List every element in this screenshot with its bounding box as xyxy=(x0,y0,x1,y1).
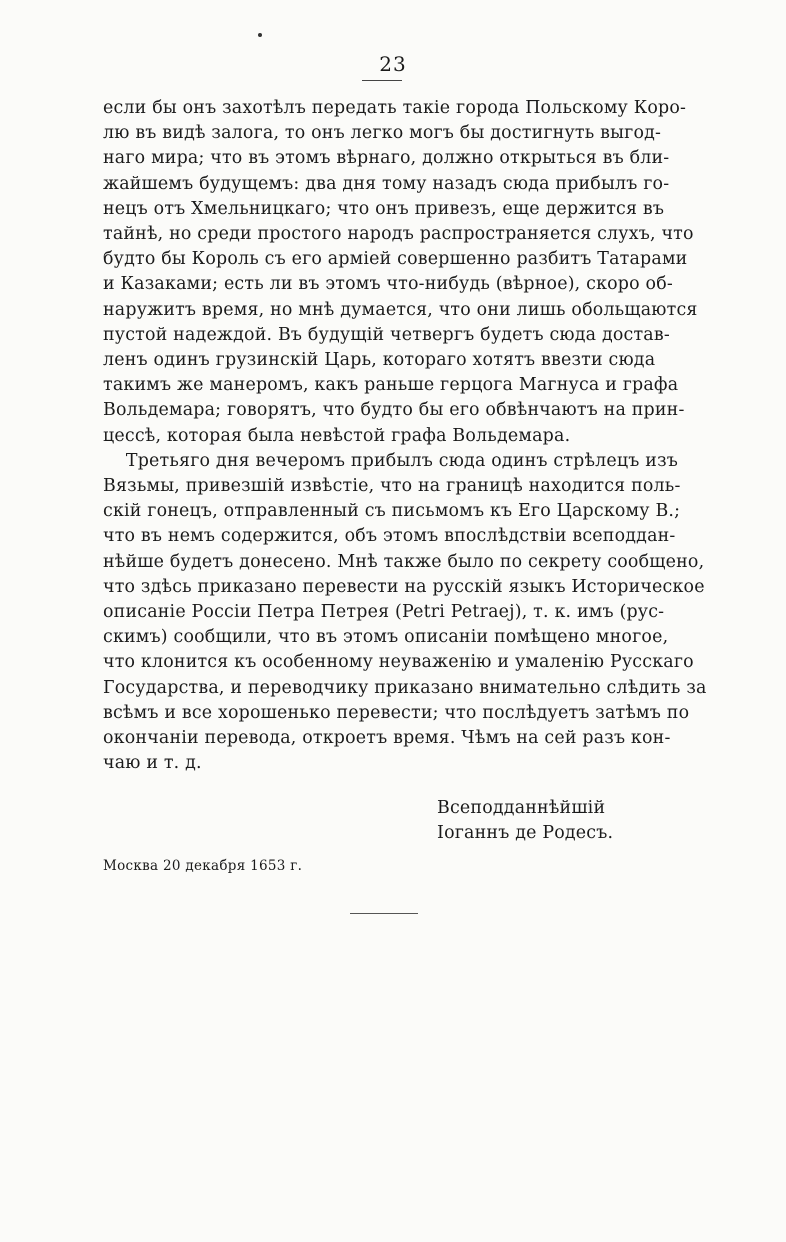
text-line: Третьяго дня вечеромъ прибылъ сюда одинъ стрѣлецъ изъ xyxy=(103,450,679,471)
text-line: жайшемъ будущемъ: два дня тому назадъ сюда прибылъ го- xyxy=(103,173,670,194)
text-line: Вольдемара; говорятъ, что будто бы его обвѣнчаютъ на прин- xyxy=(103,400,685,421)
text-line: ленъ одинъ грузинскій Царь, котораго хотятъ ввезти сюда xyxy=(103,350,656,371)
text-line: Государства, и переводчику приказано внимательно слѣдить за xyxy=(103,677,707,698)
text-line: всѣмъ и все хорошенько перевести; что послѣдуетъ затѣмъ по xyxy=(103,702,690,723)
page-number-underline xyxy=(362,80,402,81)
signature-name: Іоганнъ де Родесъ. xyxy=(437,823,614,843)
text-line: нецъ отъ Хмельницкаго; что онъ привезъ, еще держится въ xyxy=(103,198,665,219)
text-line: если бы онъ захотѣлъ передать такіе города Польскому Коро- xyxy=(103,98,687,118)
text-line: будто бы Король съ его арміей совершенно разбитъ Татарами xyxy=(103,249,688,270)
text-line: наго мира; что въ этомъ вѣрнаго, должно открыться въ бли- xyxy=(103,148,670,169)
text-line: и Казаками; есть ли въ этомъ что-нибудь (вѣрное), скоро об- xyxy=(103,274,673,295)
text-line: окончаніи перевода, откроетъ время. Чѣмъ на сей разъ кон- xyxy=(103,728,671,749)
signature-salutation: Всеподданнѣйшій xyxy=(437,798,606,818)
text-line: что въ немъ содержится, объ этомъ впослѣдствіи всеподдан- xyxy=(103,526,676,547)
text-line: пустой надеждой. Въ будущій четвергъ будетъ сюда достав- xyxy=(103,324,670,345)
letter-body xyxy=(103,96,707,776)
text-line: тайнѣ, но среди простого народъ распространяется слухъ, что xyxy=(103,224,694,245)
text-line: нѣйше будетъ донесено. Мнѣ также было по секрету сообщено, xyxy=(103,551,705,572)
page-number: 23 xyxy=(379,52,407,76)
text-line: такимъ же манеромъ, какъ раньше герцога Магнуса и графа xyxy=(103,375,679,396)
closing-rule xyxy=(350,913,418,914)
text-line: чаю и т. д. xyxy=(103,753,202,774)
text-line: что здѣсь приказано перевести на русскій языкъ Историческое xyxy=(103,576,705,597)
text-line: скимъ) сообщили, что въ этомъ описаніи помѣщено многое, xyxy=(103,627,669,648)
text-line: что клонится къ особенному неуваженію и умаленію Русскаго xyxy=(103,652,694,673)
print-speck xyxy=(258,33,262,37)
text-line: лю въ видѣ залога, то онъ легко могъ бы достигнуть выгод- xyxy=(103,123,662,144)
text-line: Вязьмы, привезшій извѣстіе, что на границѣ находится поль- xyxy=(103,476,681,497)
text-line: описаніе Россіи Петра Петрея (Petri Petraej), т. к. имъ (рус- xyxy=(103,602,665,623)
text-line: наружитъ время, но мнѣ думается, что они лишь обольщаются xyxy=(103,299,698,320)
text-line: цессѣ, которая была невѣстой графа Вольдемара. xyxy=(103,425,571,446)
text-line: скій гонецъ, отправленный съ письмомъ къ Его Царскому В.; xyxy=(103,501,681,522)
dateline: Москва 20 декабря 1653 г. xyxy=(103,858,303,874)
